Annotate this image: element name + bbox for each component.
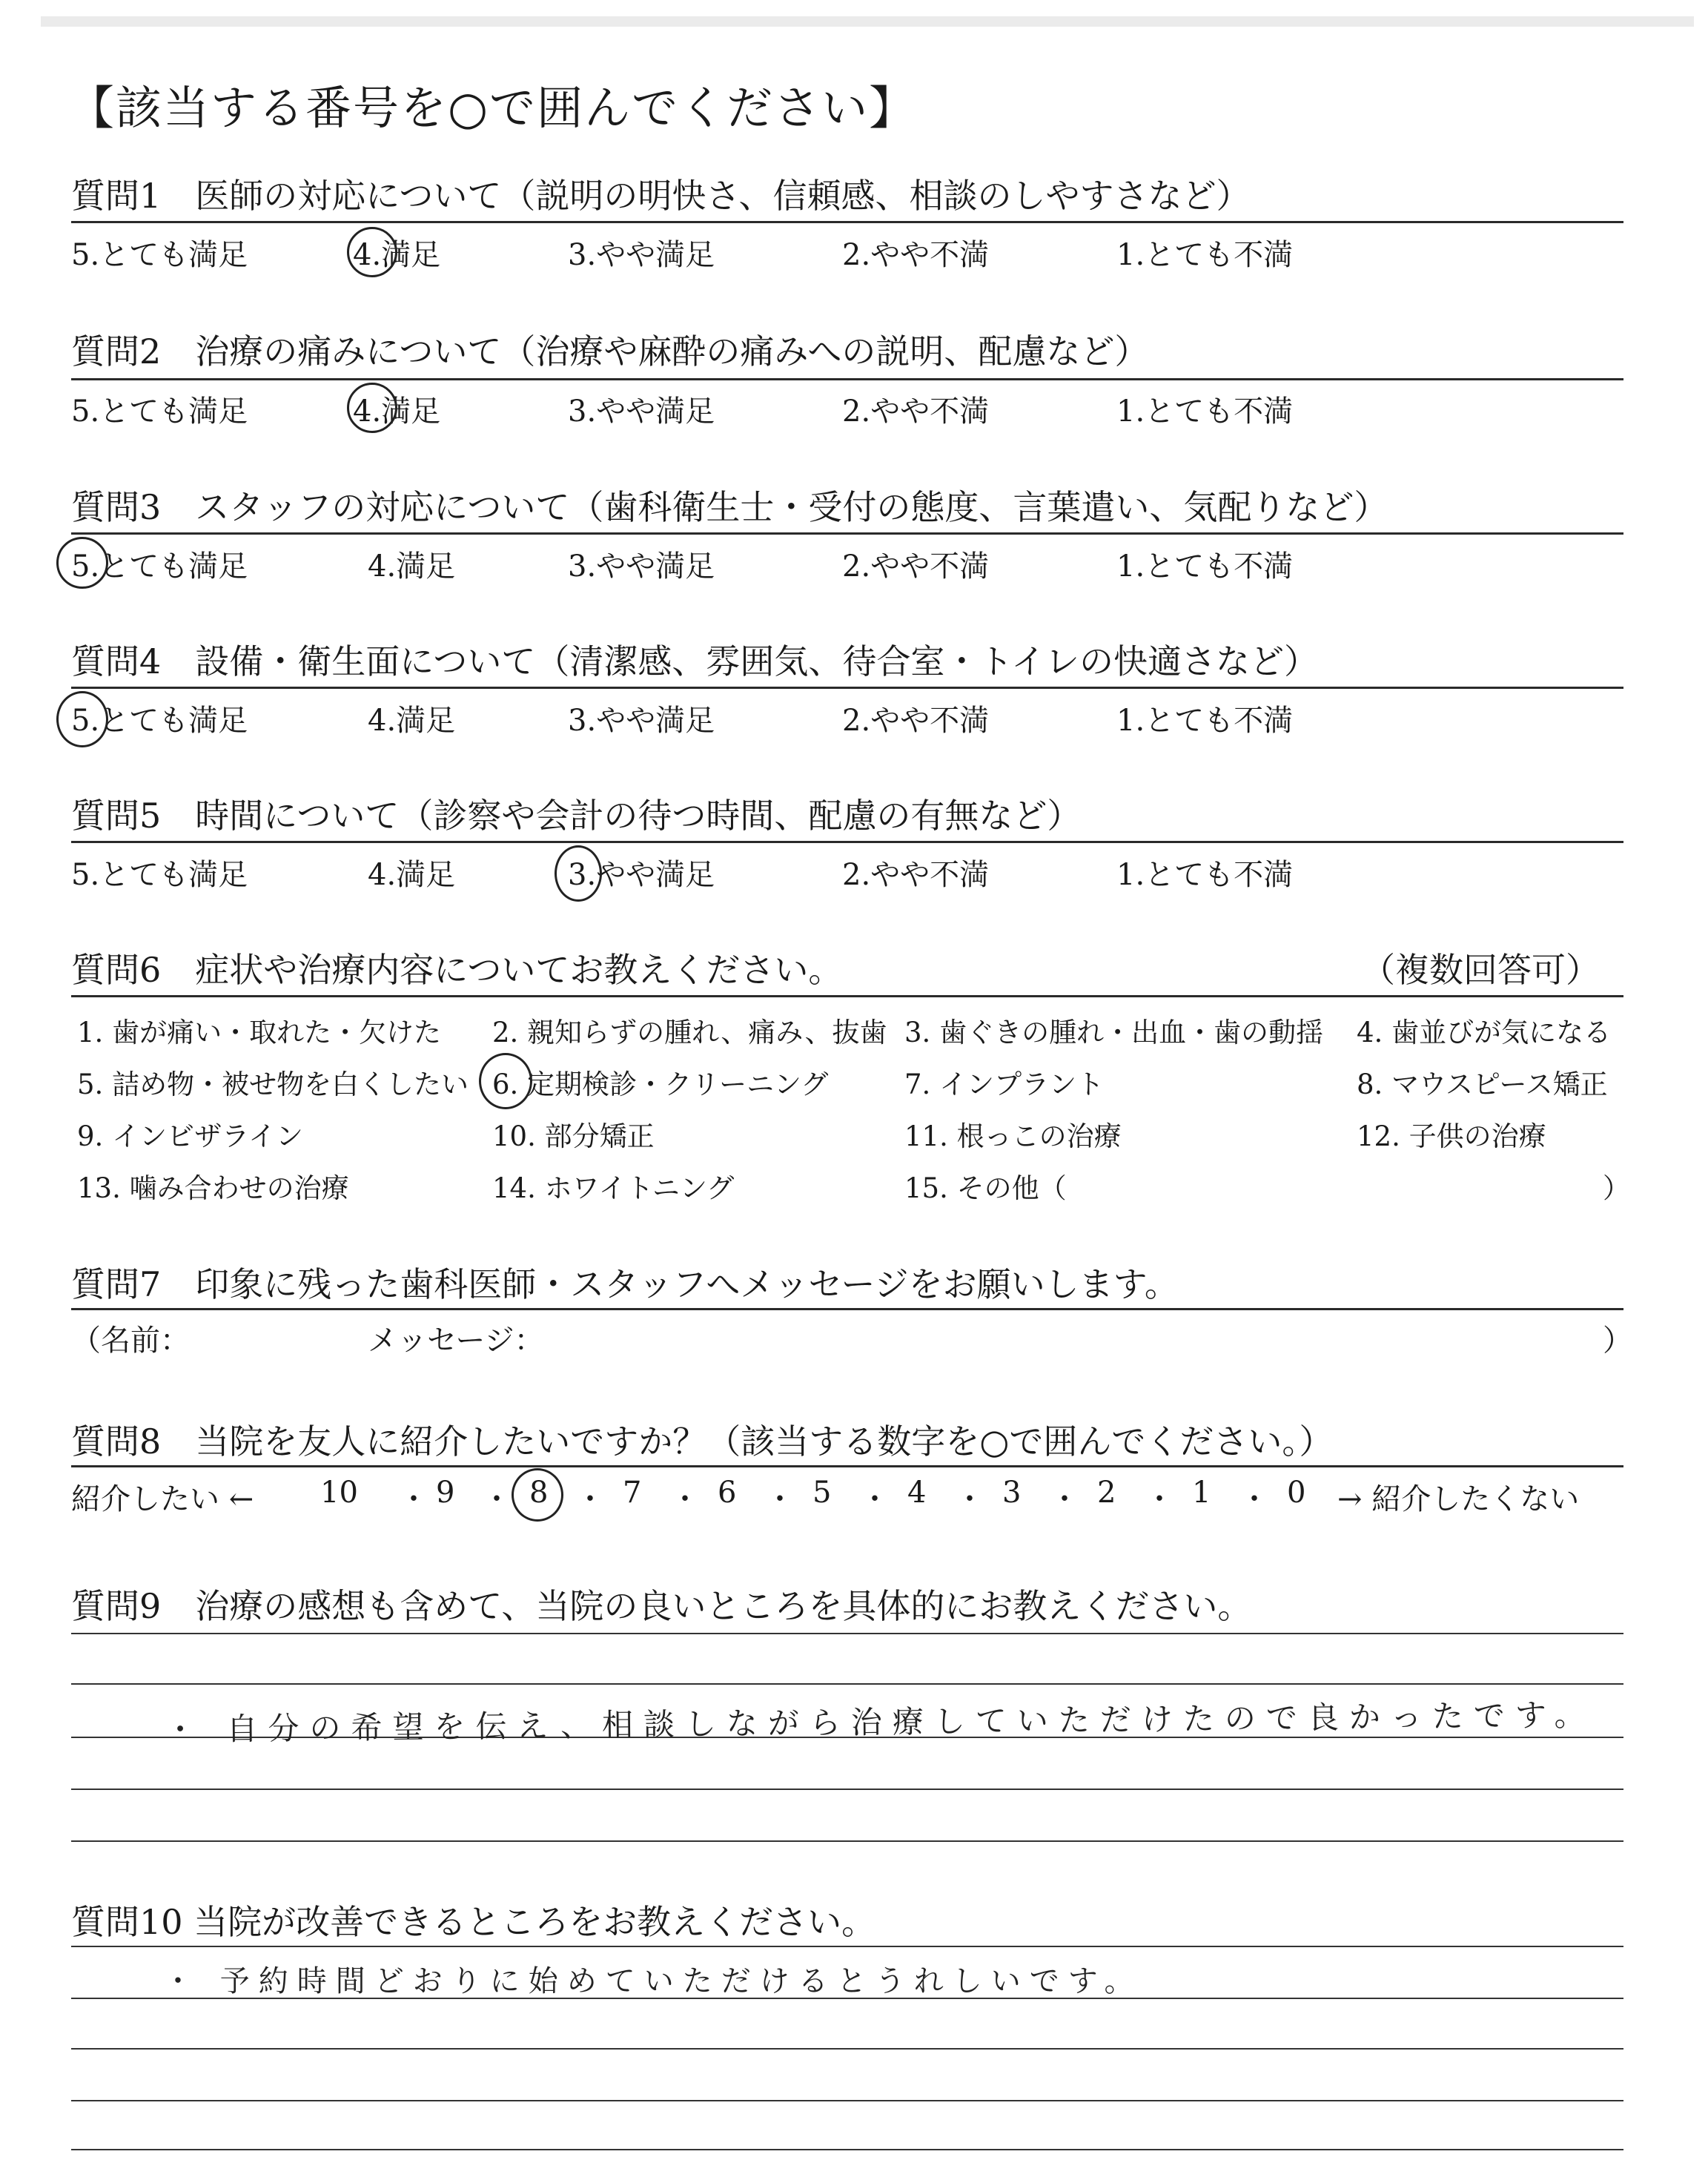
- q10-line-1: [71, 1946, 1623, 1947]
- q3-option-5[interactable]: 5.とても満足: [71, 549, 248, 584]
- q1-option-2[interactable]: 2.やや不満: [842, 238, 990, 272]
- q6-item-1[interactable]: 1. 歯が痛い・取れた・欠けた: [77, 1017, 442, 1048]
- q2-option-5[interactable]: 5.とても満足: [71, 394, 248, 429]
- question-10-heading: 質問10 当院が改善できるところをお教えください。: [71, 1902, 876, 1942]
- q8-selection-circle: [512, 1468, 563, 1522]
- question-2-rule: [71, 378, 1623, 380]
- q6-item-3[interactable]: 3. 歯ぐきの腫れ・出血・歯の動揺: [904, 1017, 1324, 1048]
- q6-item-10[interactable]: 10. 部分矯正: [492, 1120, 655, 1152]
- q2-selection-circle: [347, 383, 397, 433]
- q6-item-14[interactable]: 14. ホワイトニング: [492, 1172, 735, 1204]
- q8-sep-5: ・: [765, 1482, 795, 1516]
- q8-scale-3[interactable]: 3: [1002, 1476, 1022, 1510]
- q10-line-3: [71, 2048, 1623, 2050]
- q9-line-2: [71, 1683, 1623, 1685]
- q6-item-5[interactable]: 5. 詰め物・被せ物を白くしたい: [77, 1069, 469, 1100]
- q6-item-8[interactable]: 8. マウスピース矯正: [1357, 1069, 1608, 1100]
- q6-item-2[interactable]: 2. 親知らずの腫れ、痛み、抜歯: [492, 1017, 887, 1048]
- q8-sep-2: ・: [482, 1482, 512, 1516]
- q10-handwritten-answer: ・ 予約時間どおりに始めていただけるとうれしいです。: [163, 1964, 1143, 1998]
- q4-option-3[interactable]: 3.やや満足: [568, 704, 715, 738]
- q4-selection-circle: [56, 691, 108, 747]
- q1-option-5[interactable]: 5.とても満足: [71, 238, 248, 272]
- question-8-rule: [71, 1465, 1623, 1467]
- q1-option-1[interactable]: 1.とても不満: [1116, 238, 1294, 272]
- q6-item-11[interactable]: 11. 根っこの治療: [904, 1120, 1122, 1152]
- question-5-rule: [71, 841, 1623, 843]
- q4-option-2[interactable]: 2.やや不満: [842, 704, 990, 738]
- q6-selection-circle: [479, 1053, 532, 1109]
- q2-option-2[interactable]: 2.やや不満: [842, 394, 990, 429]
- question-2-heading: 質問2 治療の痛みについて（治療や麻酔の痛みへの説明、配慮など）: [71, 331, 1149, 371]
- question-7-rule: [71, 1308, 1623, 1310]
- q1-option-4[interactable]: 4.満足: [353, 238, 441, 272]
- question-3-heading: 質問3 スタッフの対応について（歯科衛生士・受付の態度、言葉遣い、気配りなど）: [71, 487, 1388, 527]
- q6-item-4[interactable]: 4. 歯並びが気になる: [1357, 1017, 1612, 1048]
- q7-close-paren: ）: [1603, 1324, 1632, 1358]
- q3-option-2[interactable]: 2.やや不満: [842, 549, 990, 584]
- q5-selection-circle: [555, 845, 602, 902]
- q10-line-5: [71, 2149, 1623, 2150]
- q5-option-3[interactable]: 3.やや満足: [568, 858, 715, 892]
- q3-option-4[interactable]: 4.満足: [368, 549, 456, 584]
- question-6-heading: 質問6 症状や治療内容についてお教えください。: [71, 950, 843, 990]
- q3-option-3[interactable]: 3.やや満足: [568, 549, 715, 584]
- q8-scale-7[interactable]: 7: [623, 1476, 642, 1510]
- q4-option-4[interactable]: 4.満足: [368, 704, 456, 738]
- q8-scale-0[interactable]: 0: [1287, 1476, 1306, 1510]
- q2-option-1[interactable]: 1.とても不満: [1116, 394, 1294, 429]
- q7-name-label: （名前：: [71, 1324, 190, 1358]
- q2-option-3[interactable]: 3.やや満足: [568, 394, 715, 429]
- q8-sep-8: ・: [1050, 1482, 1079, 1516]
- q4-option-1[interactable]: 1.とても不満: [1116, 704, 1294, 738]
- question-5-heading: 質問5 時間について（診察や会計の待つ時間、配慮の有無など）: [71, 796, 1082, 836]
- q5-option-1[interactable]: 1.とても不満: [1116, 858, 1294, 892]
- question-3-rule: [71, 532, 1623, 535]
- q1-selection-circle: [347, 227, 397, 277]
- q8-scale-10[interactable]: 10: [320, 1476, 358, 1510]
- q8-sep-7: ・: [955, 1482, 984, 1516]
- q5-option-2[interactable]: 2.やや不満: [842, 858, 990, 892]
- q6-item-15[interactable]: 15. その他（: [904, 1172, 1067, 1204]
- question-1-rule: [71, 221, 1623, 223]
- q4-option-5[interactable]: 5.とても満足: [71, 704, 248, 738]
- q3-selection-circle: [56, 537, 108, 589]
- q8-sep-1: ・: [399, 1482, 428, 1516]
- q5-option-5[interactable]: 5.とても満足: [71, 858, 248, 892]
- q7-message-label: メッセージ：: [368, 1324, 544, 1358]
- q8-scale-4[interactable]: 4: [907, 1476, 927, 1510]
- q6-item-7[interactable]: 7. インプラント: [904, 1069, 1105, 1100]
- q5-option-4[interactable]: 4.満足: [368, 858, 456, 892]
- q8-sep-3: ・: [575, 1482, 605, 1516]
- q10-line-4: [71, 2100, 1623, 2101]
- question-8-heading: 質問8 当院を友人に紹介したいですか？（該当する数字を○で囲んでください。）: [71, 1421, 1334, 1462]
- q8-sep-6: ・: [860, 1482, 890, 1516]
- q9-handwritten-answer: ・ 自分の希望を伝え、相談しながら治療していただけたので良かったです。: [164, 1696, 1596, 1748]
- q8-scale-9[interactable]: 9: [436, 1476, 455, 1510]
- q6-item-6[interactable]: 6. 定期検診・クリーニング: [492, 1069, 829, 1100]
- q8-scale-2[interactable]: 2: [1097, 1476, 1116, 1510]
- question-9-heading: 質問9 治療の感想も含めて、当院の良いところを具体的にお教えください。: [71, 1586, 1252, 1626]
- question-7-heading: 質問7 印象に残った歯科医師・スタッフへメッセージをお願いします。: [71, 1264, 1179, 1304]
- q6-item-12[interactable]: 12. 子供の治療: [1357, 1120, 1546, 1152]
- q1-option-3[interactable]: 3.やや満足: [568, 238, 715, 272]
- q8-scale-5[interactable]: 5: [812, 1476, 832, 1510]
- form-title: 【該当する番号を○で囲んでください】: [68, 81, 917, 135]
- q8-sep-9: ・: [1145, 1482, 1174, 1516]
- q6-item-13[interactable]: 13. 噛み合わせの治療: [77, 1172, 349, 1204]
- scan-edge: [41, 16, 1694, 27]
- question-1-heading: 質問1 医師の対応について（説明の明快さ、信頼感、相談のしやすさなど）: [71, 176, 1251, 216]
- question-4-heading: 質問4 設備・衛生面について（清潔感、雰囲気、待合室・トイレの快適さなど）: [71, 641, 1319, 681]
- q6-item-9[interactable]: 9. インビザライン: [77, 1120, 303, 1152]
- q8-scale-6[interactable]: 6: [718, 1476, 737, 1510]
- question-4-rule: [71, 687, 1623, 689]
- q8-scale-1[interactable]: 1: [1192, 1476, 1211, 1510]
- q8-sep-10: ・: [1239, 1482, 1269, 1516]
- q8-scale-8[interactable]: 8: [529, 1476, 549, 1510]
- q9-line-5: [71, 1840, 1623, 1842]
- q8-right-label: → 紹介したくない: [1337, 1482, 1580, 1516]
- q8-left-label: 紹介したい ←: [71, 1482, 254, 1516]
- q9-line-4: [71, 1789, 1623, 1790]
- question-6-rule: [71, 995, 1623, 997]
- question-6-note: （複数回答可）: [1361, 950, 1600, 990]
- q2-option-4[interactable]: 4.満足: [353, 394, 441, 429]
- q9-line-1: [71, 1633, 1623, 1634]
- q3-option-1[interactable]: 1.とても不満: [1116, 549, 1294, 584]
- q8-sep-4: ・: [670, 1482, 700, 1516]
- q6-other-close-paren: ）: [1603, 1172, 1630, 1204]
